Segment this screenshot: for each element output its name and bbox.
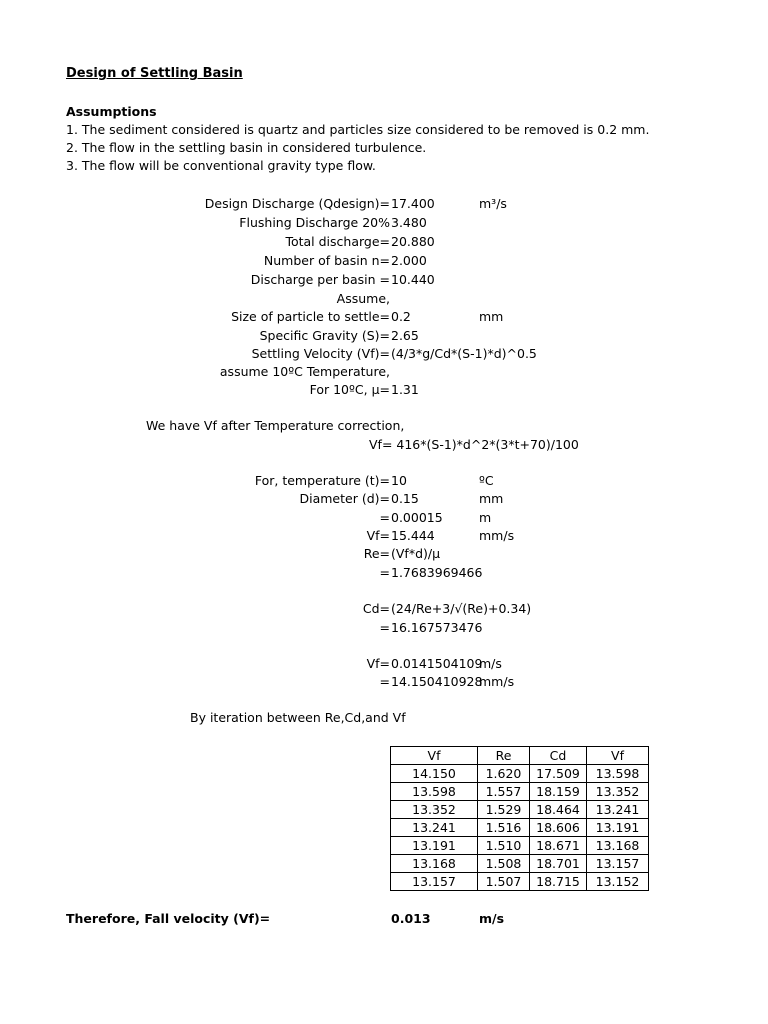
total-discharge-value: 20.880 (391, 234, 435, 249)
result-unit: m/s (479, 911, 505, 926)
assumption-item: 2. The flow in the settling basin in considered turbulence. (66, 140, 427, 155)
vf2-value: 0.0141504109 (391, 656, 483, 671)
number-of-basin-value: 2.000 (391, 253, 427, 268)
table-row (391, 765, 649, 783)
table-cell: 1.510 (478, 837, 530, 855)
settling-velocity-label: Settling Velocity (Vf)= (251, 346, 390, 361)
particle-size-label: Size of particle to settle= (231, 309, 390, 324)
discharge-per-basin-value: 10.440 (391, 272, 435, 287)
column-header: Re (478, 747, 530, 765)
table-cell: 13.168 (587, 837, 649, 855)
column-header: Vf (391, 747, 478, 765)
column-header: Vf (587, 747, 649, 765)
table-cell: 1.529 (478, 801, 530, 819)
assumption-item: 1. The sediment considered is quartz and particles size considered to be removed is 0.2 mm. (66, 122, 650, 137)
specific-gravity-label: Specific Gravity (S)= (259, 328, 390, 343)
assume-label: Assume, (336, 291, 390, 306)
temperature-value: 10 (391, 473, 407, 488)
total-discharge-label: Total discharge= (285, 234, 390, 249)
flushing-discharge-label: Flushing Discharge 20% (239, 215, 390, 230)
table-cell: 1.516 (478, 819, 530, 837)
table-cell: 18.701 (530, 855, 587, 873)
vf-unit: mm/s (479, 528, 515, 543)
table-row (391, 819, 649, 837)
diameter-m-label: = (379, 510, 390, 525)
table-cell: 13.352 (587, 783, 649, 801)
table-cell: 17.509 (530, 765, 587, 783)
design-discharge-label: Design Discharge (Qdesign)= (204, 196, 390, 211)
vf2-equals-label: = (379, 674, 390, 689)
table-cell: 1.557 (478, 783, 530, 801)
temp-correction-intro: We have Vf after Temperature correction, (146, 418, 405, 433)
design-discharge-unit: m³/s (479, 196, 507, 211)
table-cell: 13.157 (391, 873, 478, 891)
table-cell: 1.620 (478, 765, 530, 783)
table-cell: 13.191 (391, 837, 478, 855)
iteration-table (390, 746, 649, 891)
table-row (391, 873, 649, 891)
vf2-mm-unit: mm/s (479, 674, 515, 689)
number-of-basin-label: Number of basin n= (263, 253, 390, 268)
table-cell: 13.241 (587, 801, 649, 819)
column-header: Cd (530, 747, 587, 765)
table-cell: 1.507 (478, 873, 530, 891)
table-cell: 13.157 (587, 855, 649, 873)
re-equals-label: = (379, 565, 390, 580)
table-cell: 18.606 (530, 819, 587, 837)
diameter-label: Diameter (d)= (299, 491, 390, 506)
result-label: Therefore, Fall velocity (Vf)= (66, 911, 271, 926)
table-cell: 13.152 (587, 873, 649, 891)
table-row (391, 783, 649, 801)
table-cell: 18.159 (530, 783, 587, 801)
cd-equals-label: = (379, 620, 390, 635)
table-cell: 18.464 (530, 801, 587, 819)
vf2-unit: m/s (479, 656, 502, 671)
particle-size-value: 0.2 (391, 309, 411, 324)
table-row (391, 855, 649, 873)
result-value: 0.013 (391, 911, 431, 926)
settling-velocity-formula: (4/3*g/Cd*(S-1)*d)^0.5 (391, 346, 537, 361)
vf2-mm-value: 14.150410928 (391, 674, 483, 689)
particle-size-unit: mm (479, 309, 504, 324)
table-cell: 13.191 (587, 819, 649, 837)
table-header-row (391, 747, 649, 765)
discharge-per-basin-label: Discharge per basin = (250, 272, 390, 287)
iteration-note: By iteration between Re,Cd,and Vf (190, 710, 406, 725)
diameter-m-value: 0.00015 (391, 510, 443, 525)
diameter-unit: mm (479, 491, 504, 506)
temperature-label: For, temperature (t)= (254, 473, 390, 488)
re-formula: (Vf*d)/µ (391, 546, 441, 561)
temperature-unit: ºC (479, 473, 494, 488)
diameter-m-unit: m (479, 510, 492, 525)
vf-label: Vf= (366, 528, 390, 543)
flushing-discharge-value: 3.480 (391, 215, 427, 230)
table-cell: 1.508 (478, 855, 530, 873)
assumption-item: 3. The flow will be conventional gravity type flow. (66, 158, 376, 173)
temperature-assumption: assume 10ºC Temperature, (219, 364, 390, 379)
re-value: 1.7683969466 (391, 565, 483, 580)
viscosity-value: 1.31 (391, 382, 419, 397)
page-title: Design of Settling Basin (66, 66, 243, 81)
vf-value: 15.444 (391, 528, 435, 543)
specific-gravity-value: 2.65 (391, 328, 419, 343)
assumptions-heading: Assumptions (66, 104, 157, 119)
table-cell: 18.671 (530, 837, 587, 855)
temp-correction-formula: Vf= 416*(S-1)*d^2*(3*t+70)/100 (369, 437, 579, 452)
table-cell: 13.598 (587, 765, 649, 783)
viscosity-label: For 10ºC, µ= (309, 382, 390, 397)
diameter-value: 0.15 (391, 491, 419, 506)
table-cell: 13.352 (391, 801, 478, 819)
table-cell: 18.715 (530, 873, 587, 891)
re-label: Re= (363, 546, 390, 561)
table-cell: 13.598 (391, 783, 478, 801)
table-cell: 13.241 (391, 819, 478, 837)
table-row (391, 837, 649, 855)
table-cell: 14.150 (391, 765, 478, 783)
design-discharge-value: 17.400 (391, 196, 435, 211)
cd-formula: (24/Re+3/√(Re)+0.34) (391, 601, 532, 616)
table-cell: 13.168 (391, 855, 478, 873)
vf2-label: Vf= (366, 656, 390, 671)
table-row (391, 801, 649, 819)
cd-value: 16.167573476 (391, 620, 483, 635)
cd-label: Cd= (362, 601, 390, 616)
